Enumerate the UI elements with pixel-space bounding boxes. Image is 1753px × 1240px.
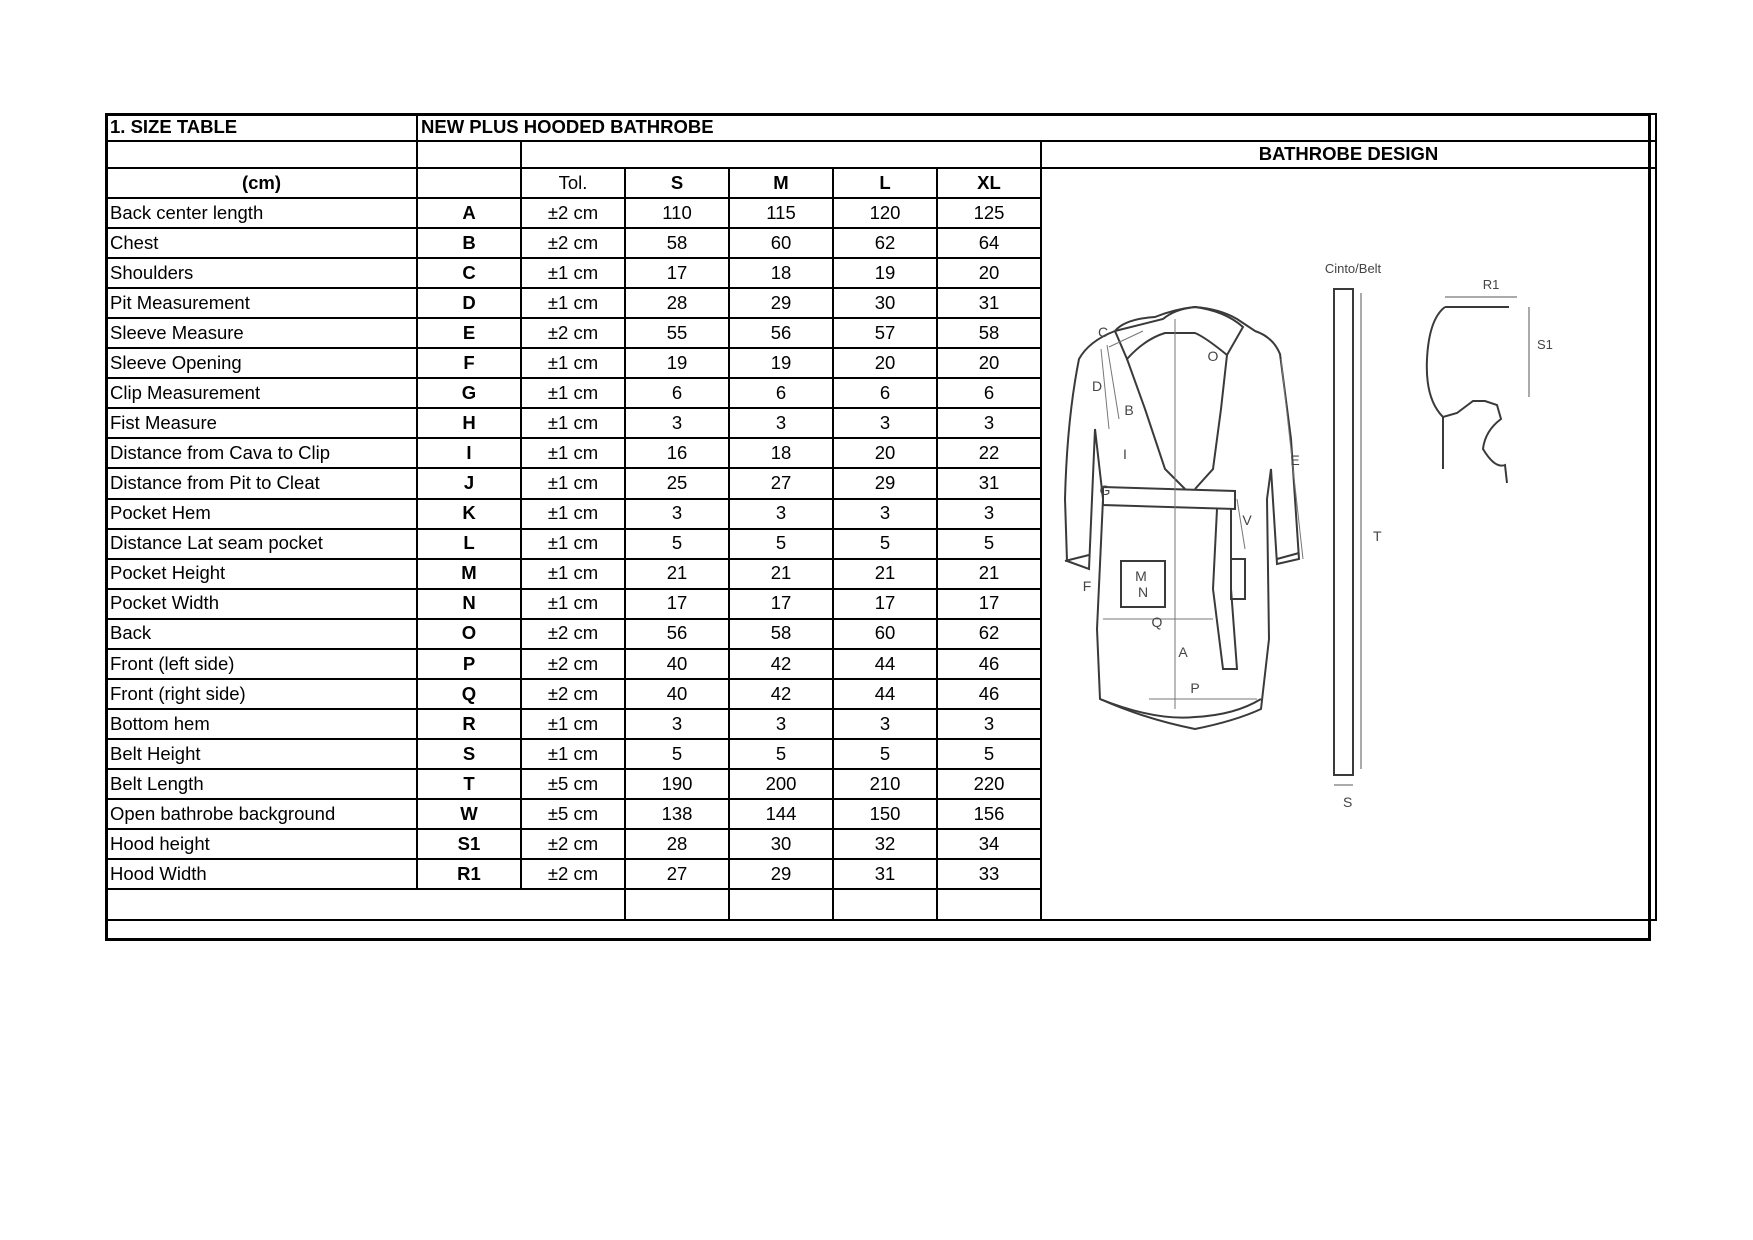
diagram-label-i: I bbox=[1123, 446, 1127, 462]
size-value-s: 5 bbox=[625, 739, 729, 769]
size-value-m: 3 bbox=[729, 408, 833, 438]
diagram-label-c: C bbox=[1097, 324, 1109, 340]
size-value-s: 25 bbox=[625, 468, 729, 498]
measurement-name: Back bbox=[106, 619, 417, 649]
size-value-xl: 20 bbox=[937, 348, 1041, 378]
size-value-m: 200 bbox=[729, 769, 833, 799]
size-value-l: 20 bbox=[833, 348, 937, 378]
measurement-code: E bbox=[417, 318, 521, 348]
measurement-code: J bbox=[417, 468, 521, 498]
tolerance-value: ±1 cm bbox=[521, 378, 625, 408]
size-value-s: 138 bbox=[625, 799, 729, 829]
size-value-xl: 156 bbox=[937, 799, 1041, 829]
robe-pocket-right bbox=[1231, 559, 1245, 599]
measurement-code: A bbox=[417, 198, 521, 228]
robe-lapel bbox=[1127, 359, 1185, 489]
measurement-code: F bbox=[417, 348, 521, 378]
size-value-l: 3 bbox=[833, 499, 937, 529]
size-value-l: 150 bbox=[833, 799, 937, 829]
size-value-m: 42 bbox=[729, 679, 833, 709]
measurement-code: M bbox=[417, 559, 521, 589]
size-value-xl: 6 bbox=[937, 378, 1041, 408]
measurement-name: Bottom hem bbox=[106, 709, 417, 739]
robe-belt-tail bbox=[1213, 509, 1237, 669]
size-value-xl: 5 bbox=[937, 529, 1041, 559]
size-header-xl: XL bbox=[937, 168, 1041, 198]
size-value-l: 60 bbox=[833, 619, 937, 649]
robe-outline bbox=[1065, 307, 1299, 729]
size-value-xl: 125 bbox=[937, 198, 1041, 228]
bathrobe-diagram bbox=[1045, 169, 1652, 915]
measurement-code: O bbox=[417, 619, 521, 649]
measurement-code: S1 bbox=[417, 829, 521, 859]
blank-cell bbox=[417, 168, 521, 198]
measurement-name: Back center length bbox=[106, 198, 417, 228]
size-value-l: 5 bbox=[833, 529, 937, 559]
unit-label: (cm) bbox=[106, 168, 417, 198]
blank-cell bbox=[521, 141, 1041, 168]
size-value-xl: 46 bbox=[937, 679, 1041, 709]
diagram-label-s1: S1 bbox=[1537, 337, 1553, 352]
size-value-xl: 20 bbox=[937, 258, 1041, 288]
blank-cell bbox=[937, 889, 1041, 919]
measurement-name: Open bathrobe background bbox=[106, 799, 417, 829]
robe-hood bbox=[1115, 307, 1243, 359]
size-value-s: 110 bbox=[625, 198, 729, 228]
blank-cell bbox=[729, 889, 833, 919]
size-value-s: 6 bbox=[625, 378, 729, 408]
size-value-l: 210 bbox=[833, 769, 937, 799]
size-value-xl: 46 bbox=[937, 649, 1041, 679]
diagram-label-s: S bbox=[1343, 794, 1353, 810]
measurement-name: Shoulders bbox=[106, 258, 417, 288]
tolerance-value: ±1 cm bbox=[521, 499, 625, 529]
size-value-s: 17 bbox=[625, 589, 729, 619]
size-value-s: 3 bbox=[625, 709, 729, 739]
diagram-label-g: G bbox=[1099, 482, 1111, 498]
size-value-xl: 62 bbox=[937, 619, 1041, 649]
measurement-code: Q bbox=[417, 679, 521, 709]
size-value-m: 3 bbox=[729, 709, 833, 739]
measurement-code: B bbox=[417, 228, 521, 258]
hood-outline bbox=[1427, 307, 1507, 483]
diagram-label-m: M bbox=[1135, 568, 1147, 584]
size-value-l: 32 bbox=[833, 829, 937, 859]
size-value-s: 28 bbox=[625, 288, 729, 318]
belt-drawing bbox=[1325, 261, 1382, 810]
measurement-code: L bbox=[417, 529, 521, 559]
size-value-l: 17 bbox=[833, 589, 937, 619]
blank-cell bbox=[417, 141, 521, 168]
size-value-l: 3 bbox=[833, 709, 937, 739]
measurement-code: K bbox=[417, 499, 521, 529]
diagram-label-r1: R1 bbox=[1482, 277, 1500, 292]
robe-lapel-right bbox=[1195, 355, 1227, 489]
size-value-l: 19 bbox=[833, 258, 937, 288]
tolerance-value: ±2 cm bbox=[521, 318, 625, 348]
dim-line-c bbox=[1109, 331, 1143, 347]
blank-cell bbox=[625, 889, 729, 919]
measurement-name: Sleeve Opening bbox=[106, 348, 417, 378]
size-value-s: 27 bbox=[625, 859, 729, 889]
measurement-name: Pocket Width bbox=[106, 589, 417, 619]
measurement-code: R bbox=[417, 709, 521, 739]
size-value-m: 30 bbox=[729, 829, 833, 859]
size-value-m: 144 bbox=[729, 799, 833, 829]
size-value-m: 29 bbox=[729, 859, 833, 889]
design-title: BATHROBE DESIGN bbox=[1041, 141, 1656, 168]
size-value-l: 62 bbox=[833, 228, 937, 258]
size-value-s: 40 bbox=[625, 649, 729, 679]
size-value-xl: 5 bbox=[937, 739, 1041, 769]
size-value-m: 56 bbox=[729, 318, 833, 348]
belt-label: Cinto/Belt bbox=[1324, 261, 1382, 276]
blank-cell bbox=[106, 141, 417, 168]
measurement-name: Chest bbox=[106, 228, 417, 258]
diagram-label-t: T bbox=[1373, 528, 1382, 544]
measurement-name: Pocket Height bbox=[106, 559, 417, 589]
size-value-xl: 64 bbox=[937, 228, 1041, 258]
size-value-l: 20 bbox=[833, 438, 937, 468]
size-value-xl: 220 bbox=[937, 769, 1041, 799]
size-value-m: 17 bbox=[729, 589, 833, 619]
dim-line-d bbox=[1101, 349, 1109, 429]
robe-belt bbox=[1103, 487, 1235, 509]
measurement-name: Clip Measurement bbox=[106, 378, 417, 408]
size-value-m: 18 bbox=[729, 258, 833, 288]
size-value-l: 44 bbox=[833, 649, 937, 679]
measurement-name: Pocket Hem bbox=[106, 499, 417, 529]
tolerance-value: ±2 cm bbox=[521, 228, 625, 258]
column-header-row bbox=[106, 168, 1656, 198]
diagram-label-n: N bbox=[1137, 584, 1149, 600]
size-header-l: L bbox=[833, 168, 937, 198]
size-value-s: 190 bbox=[625, 769, 729, 799]
tolerance-header: Tol. bbox=[521, 168, 625, 198]
tolerance-value: ±2 cm bbox=[521, 859, 625, 889]
diagram-label-f: F bbox=[1082, 578, 1092, 594]
size-value-s: 58 bbox=[625, 228, 729, 258]
tolerance-value: ±1 cm bbox=[521, 589, 625, 619]
measurement-code: G bbox=[417, 378, 521, 408]
robe-hem bbox=[1100, 699, 1261, 718]
size-value-m: 5 bbox=[729, 529, 833, 559]
size-value-s: 3 bbox=[625, 408, 729, 438]
size-value-s: 5 bbox=[625, 529, 729, 559]
tolerance-value: ±2 cm bbox=[521, 619, 625, 649]
measurement-name: Belt Length bbox=[106, 769, 417, 799]
size-header-s: S bbox=[625, 168, 729, 198]
size-value-xl: 58 bbox=[937, 318, 1041, 348]
size-value-xl: 3 bbox=[937, 408, 1041, 438]
measurement-name: Hood height bbox=[106, 829, 417, 859]
size-value-xl: 31 bbox=[937, 468, 1041, 498]
size-value-xl: 31 bbox=[937, 288, 1041, 318]
diagram-label-q: Q bbox=[1151, 614, 1163, 630]
size-value-l: 57 bbox=[833, 318, 937, 348]
dim-line-b bbox=[1107, 345, 1119, 419]
size-value-s: 21 bbox=[625, 559, 729, 589]
size-sheet bbox=[105, 113, 1657, 921]
size-value-m: 27 bbox=[729, 468, 833, 498]
size-value-s: 55 bbox=[625, 318, 729, 348]
size-value-l: 6 bbox=[833, 378, 937, 408]
blank-cell bbox=[106, 889, 625, 919]
diagram-label-e: E bbox=[1290, 452, 1300, 468]
diagram-label-o: O bbox=[1207, 348, 1219, 364]
size-value-l: 44 bbox=[833, 679, 937, 709]
tolerance-value: ±2 cm bbox=[521, 198, 625, 228]
size-value-xl: 22 bbox=[937, 438, 1041, 468]
measurement-name: Hood Width bbox=[106, 859, 417, 889]
title-row bbox=[106, 114, 1656, 141]
blank-cell bbox=[833, 889, 937, 919]
size-value-xl: 21 bbox=[937, 559, 1041, 589]
size-value-s: 56 bbox=[625, 619, 729, 649]
tolerance-value: ±5 cm bbox=[521, 799, 625, 829]
measurement-name: Sleeve Measure bbox=[106, 318, 417, 348]
tolerance-value: ±1 cm bbox=[521, 559, 625, 589]
section-title: 1. SIZE TABLE bbox=[106, 114, 417, 141]
size-value-m: 6 bbox=[729, 378, 833, 408]
size-value-l: 3 bbox=[833, 408, 937, 438]
size-value-s: 16 bbox=[625, 438, 729, 468]
tolerance-value: ±2 cm bbox=[521, 829, 625, 859]
size-value-m: 19 bbox=[729, 348, 833, 378]
size-value-xl: 34 bbox=[937, 829, 1041, 859]
tolerance-value: ±1 cm bbox=[521, 258, 625, 288]
measurement-name: Belt Height bbox=[106, 739, 417, 769]
tolerance-value: ±2 cm bbox=[521, 679, 625, 709]
measurement-name: Pit Measurement bbox=[106, 288, 417, 318]
size-value-xl: 33 bbox=[937, 859, 1041, 889]
measurement-name: Front (left side) bbox=[106, 649, 417, 679]
size-value-l: 21 bbox=[833, 559, 937, 589]
measurement-name: Distance from Pit to Cleat bbox=[106, 468, 417, 498]
measurement-code: N bbox=[417, 589, 521, 619]
measurement-name: Distance from Cava to Clip bbox=[106, 438, 417, 468]
size-value-s: 19 bbox=[625, 348, 729, 378]
size-value-l: 30 bbox=[833, 288, 937, 318]
tolerance-value: ±1 cm bbox=[521, 709, 625, 739]
tolerance-value: ±1 cm bbox=[521, 288, 625, 318]
tolerance-value: ±1 cm bbox=[521, 408, 625, 438]
tolerance-value: ±2 cm bbox=[521, 649, 625, 679]
size-value-m: 3 bbox=[729, 499, 833, 529]
measurement-code: P bbox=[417, 649, 521, 679]
diagram-label-d: D bbox=[1091, 378, 1103, 394]
size-value-xl: 17 bbox=[937, 589, 1041, 619]
robe-cuff-left bbox=[1065, 555, 1089, 561]
size-value-l: 31 bbox=[833, 859, 937, 889]
tolerance-value: ±1 cm bbox=[521, 739, 625, 769]
design-drawing-area bbox=[1045, 169, 1652, 919]
size-value-m: 21 bbox=[729, 559, 833, 589]
measurement-code: D bbox=[417, 288, 521, 318]
size-value-l: 29 bbox=[833, 468, 937, 498]
measurement-code: I bbox=[417, 438, 521, 468]
design-cell bbox=[1041, 168, 1656, 920]
size-value-s: 40 bbox=[625, 679, 729, 709]
diagram-label-p: P bbox=[1190, 680, 1200, 696]
robe-cuff-right bbox=[1277, 553, 1299, 559]
product-name: NEW PLUS HOODED BATHROBE bbox=[417, 114, 1656, 141]
measurement-name: Front (right side) bbox=[106, 679, 417, 709]
measurement-name: Distance Lat seam pocket bbox=[106, 529, 417, 559]
size-value-m: 58 bbox=[729, 619, 833, 649]
size-value-m: 29 bbox=[729, 288, 833, 318]
measurement-code: W bbox=[417, 799, 521, 829]
tolerance-value: ±1 cm bbox=[521, 529, 625, 559]
size-value-xl: 3 bbox=[937, 499, 1041, 529]
measurement-code: C bbox=[417, 258, 521, 288]
size-value-m: 18 bbox=[729, 438, 833, 468]
size-value-s: 3 bbox=[625, 499, 729, 529]
measurement-code: H bbox=[417, 408, 521, 438]
design-header-row bbox=[106, 141, 1656, 168]
measurement-code: R1 bbox=[417, 859, 521, 889]
diagram-label-a: A bbox=[1178, 644, 1188, 660]
size-value-s: 17 bbox=[625, 258, 729, 288]
tolerance-value: ±5 cm bbox=[521, 769, 625, 799]
belt-rect bbox=[1334, 289, 1353, 775]
tolerance-value: ±1 cm bbox=[521, 348, 625, 378]
size-value-l: 120 bbox=[833, 198, 937, 228]
tolerance-value: ±1 cm bbox=[521, 468, 625, 498]
tolerance-value: ±1 cm bbox=[521, 438, 625, 468]
diagram-label-b: B bbox=[1124, 402, 1134, 418]
measurement-code: T bbox=[417, 769, 521, 799]
size-value-xl: 3 bbox=[937, 709, 1041, 739]
size-header-m: M bbox=[729, 168, 833, 198]
size-value-m: 115 bbox=[729, 198, 833, 228]
size-value-m: 5 bbox=[729, 739, 833, 769]
diagram-label-v: V bbox=[1242, 512, 1252, 528]
size-value-m: 42 bbox=[729, 649, 833, 679]
size-value-l: 5 bbox=[833, 739, 937, 769]
hood-drawing bbox=[1427, 277, 1553, 483]
measurement-code: S bbox=[417, 739, 521, 769]
size-value-s: 28 bbox=[625, 829, 729, 859]
size-value-m: 60 bbox=[729, 228, 833, 258]
measurement-name: Fist Measure bbox=[106, 408, 417, 438]
size-table bbox=[105, 113, 1657, 921]
